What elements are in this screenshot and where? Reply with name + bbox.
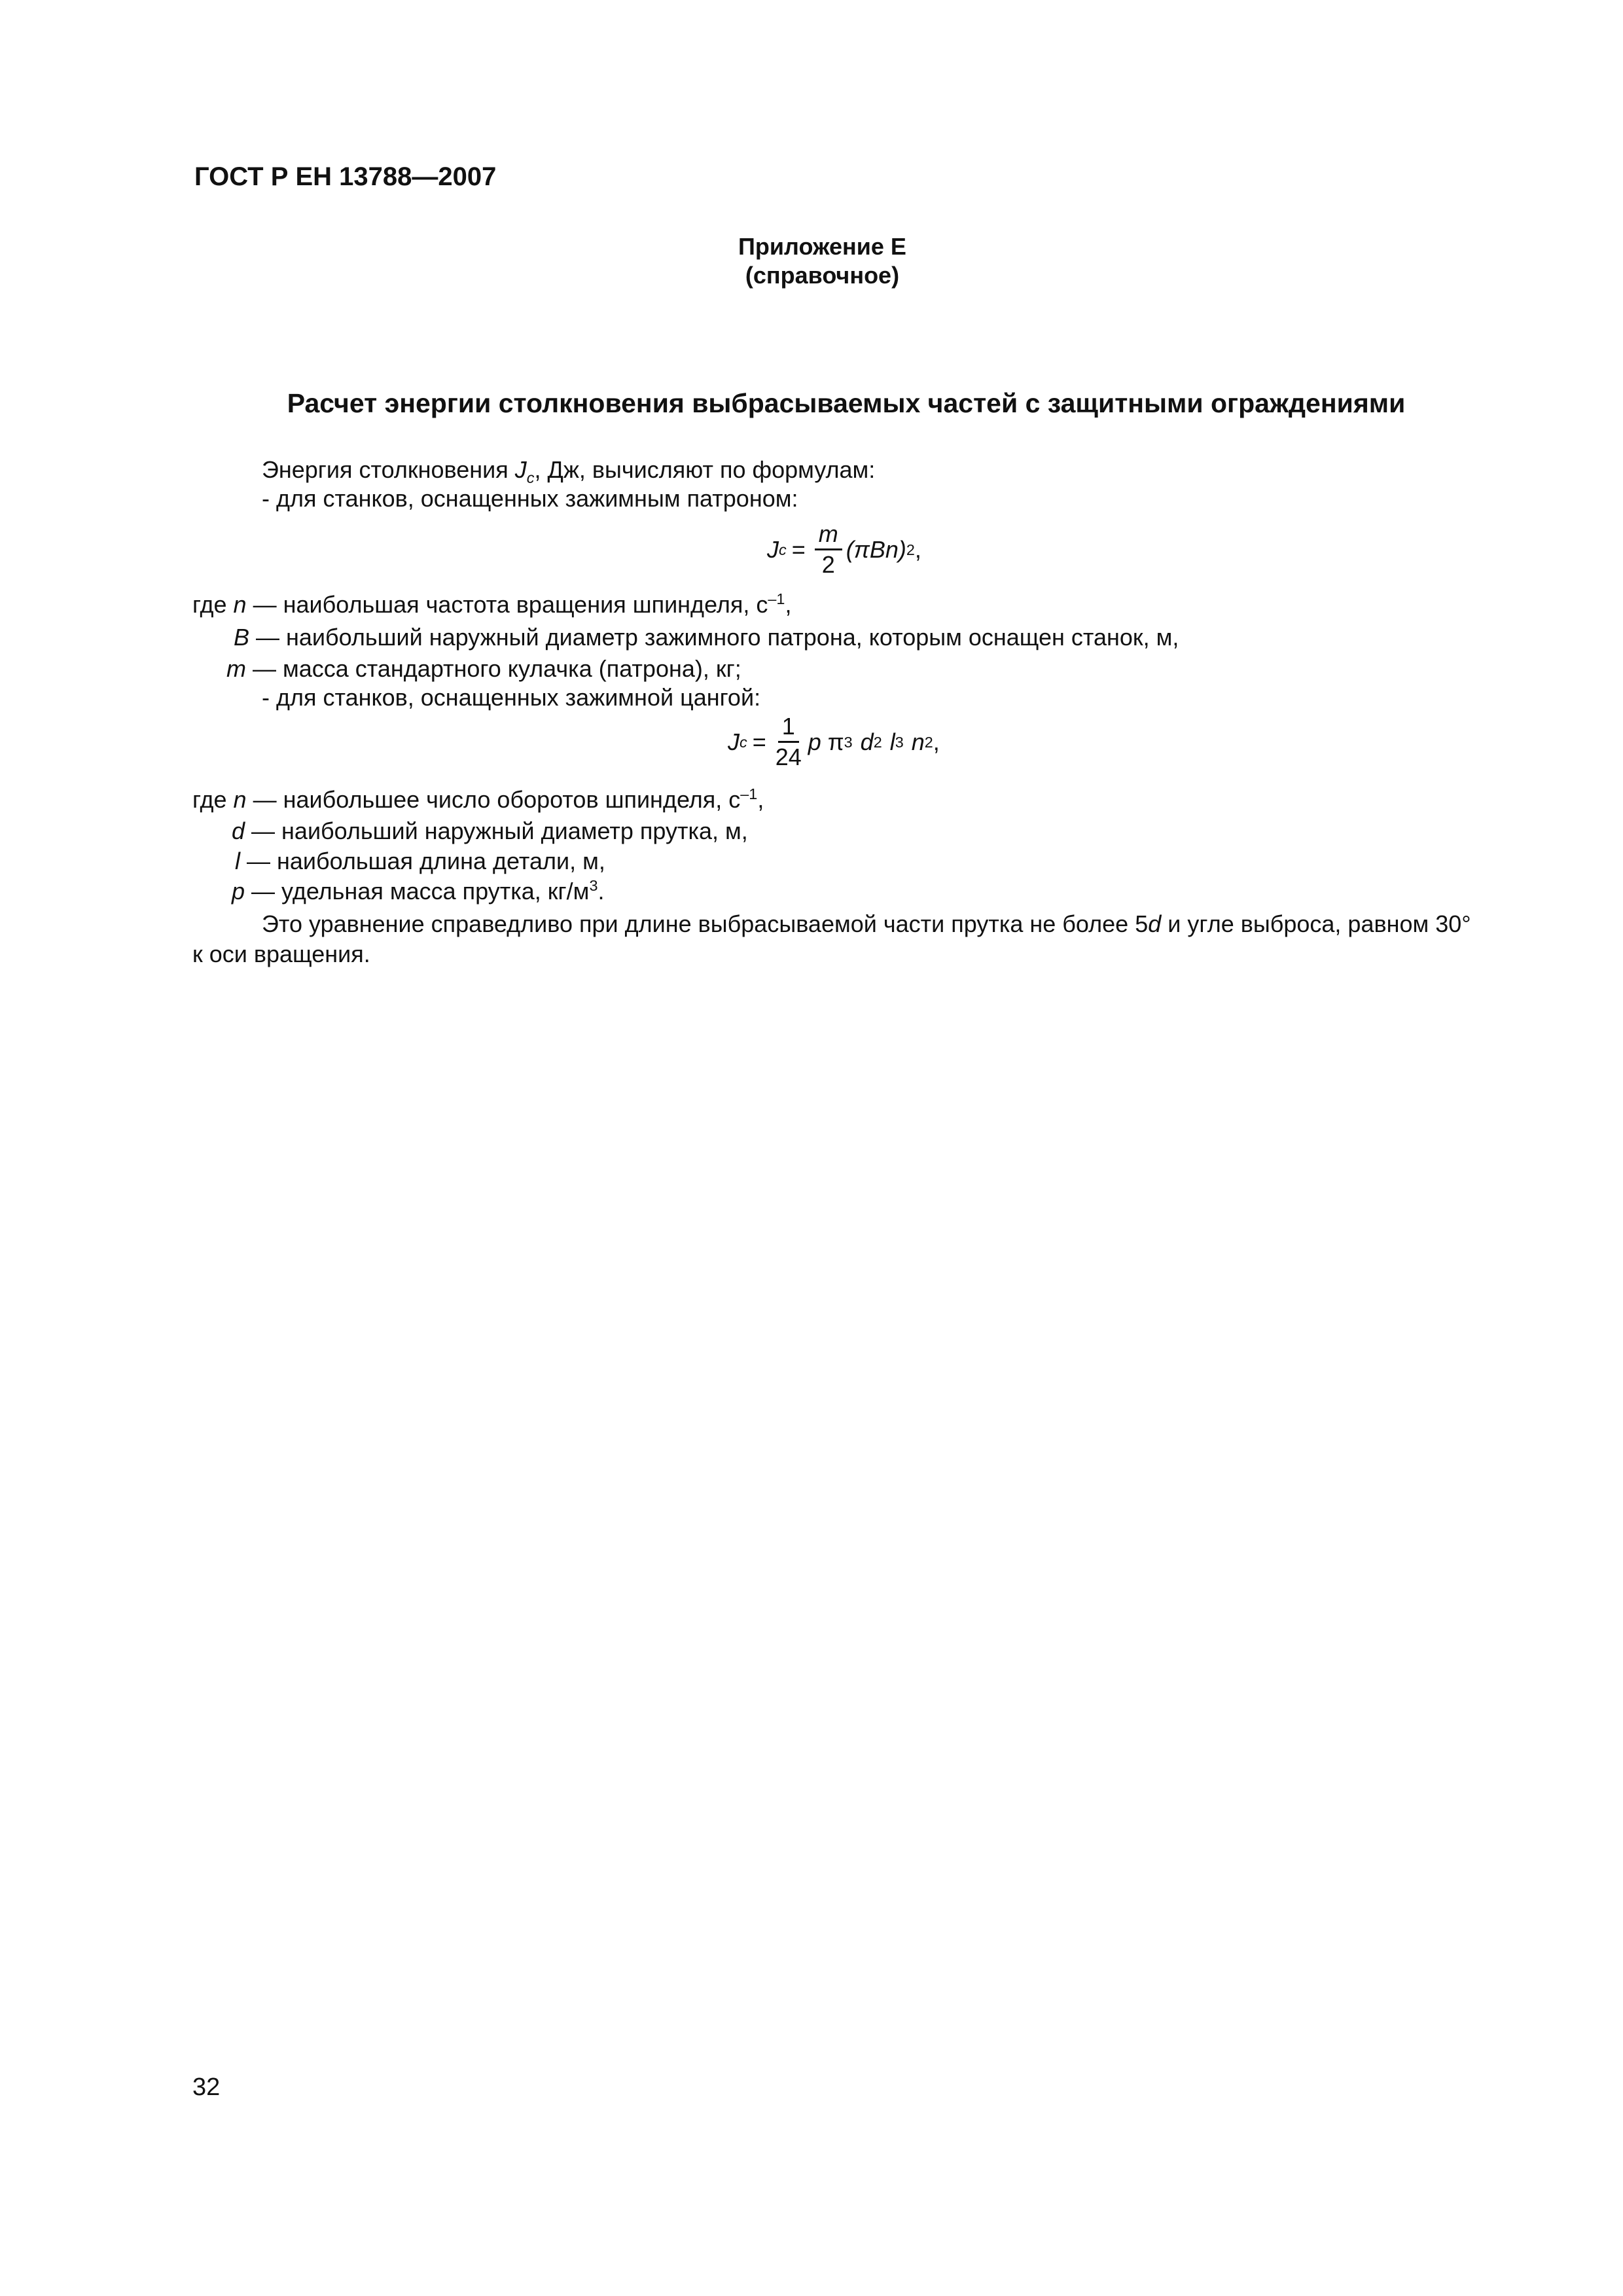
- formula-chuck: J c = $\frac{m}{2}$ (πBn) 2 ,: [767, 520, 921, 578]
- note-line-2: к оси вращения.: [192, 941, 370, 967]
- definition-n-2: где n — наибольшее число оборотов шпинделя, $с^{-1}$,: [192, 785, 764, 813]
- definition-p: p — удельная масса прутка, $кг/м^3$.: [232, 877, 605, 905]
- definition-m: m — масса стандартного кулачка (патрона), кг;: [226, 655, 741, 682]
- definition-n-1: где n — наибольшая частота вращения шпинделя, $с^{-1}$,: [192, 590, 792, 618]
- formula-collet: J c = $\frac{1}{24}$ p π 3 d 2 l 3 n 2 ,: [728, 713, 940, 770]
- fraction-1-over-24: $\frac{1}{24}$: [775, 713, 802, 770]
- case-collet-label: - для станков, оснащенных зажимной цангой:: [262, 684, 761, 711]
- section-heading: Расчет энергии столкновения выбрасываемых частей с защитными ограждениями: [287, 388, 1406, 418]
- definition-B: B — наибольший наружный диаметр зажимного патрона, которым оснащен станок, м,: [234, 624, 1179, 651]
- definition-l: l — наибольшая длина детали, м,: [235, 848, 605, 874]
- fraction-m-over-2: $\frac{m}{2}$: [815, 521, 842, 578]
- document-code: ГОСТ Р ЕН 13788—2007: [194, 162, 497, 191]
- intro-paragraph: Энергия столкновения $J_c$, Дж, вычисляют по формулам:: [262, 456, 876, 487]
- appendix-type: (справочное): [745, 262, 900, 289]
- note-line-1: Это уравнение справедливо при длине выбрасываемой части прутка не более 5d и угле выброса, равном 30°: [262, 910, 1471, 937]
- appendix-title: Приложение Е: [738, 233, 906, 260]
- page-number: 32: [192, 2073, 221, 2101]
- case-chuck-label: - для станков, оснащенных зажимным патроном:: [262, 485, 798, 512]
- definition-d: d — наибольший наружный диаметр прутка, м,: [232, 817, 748, 844]
